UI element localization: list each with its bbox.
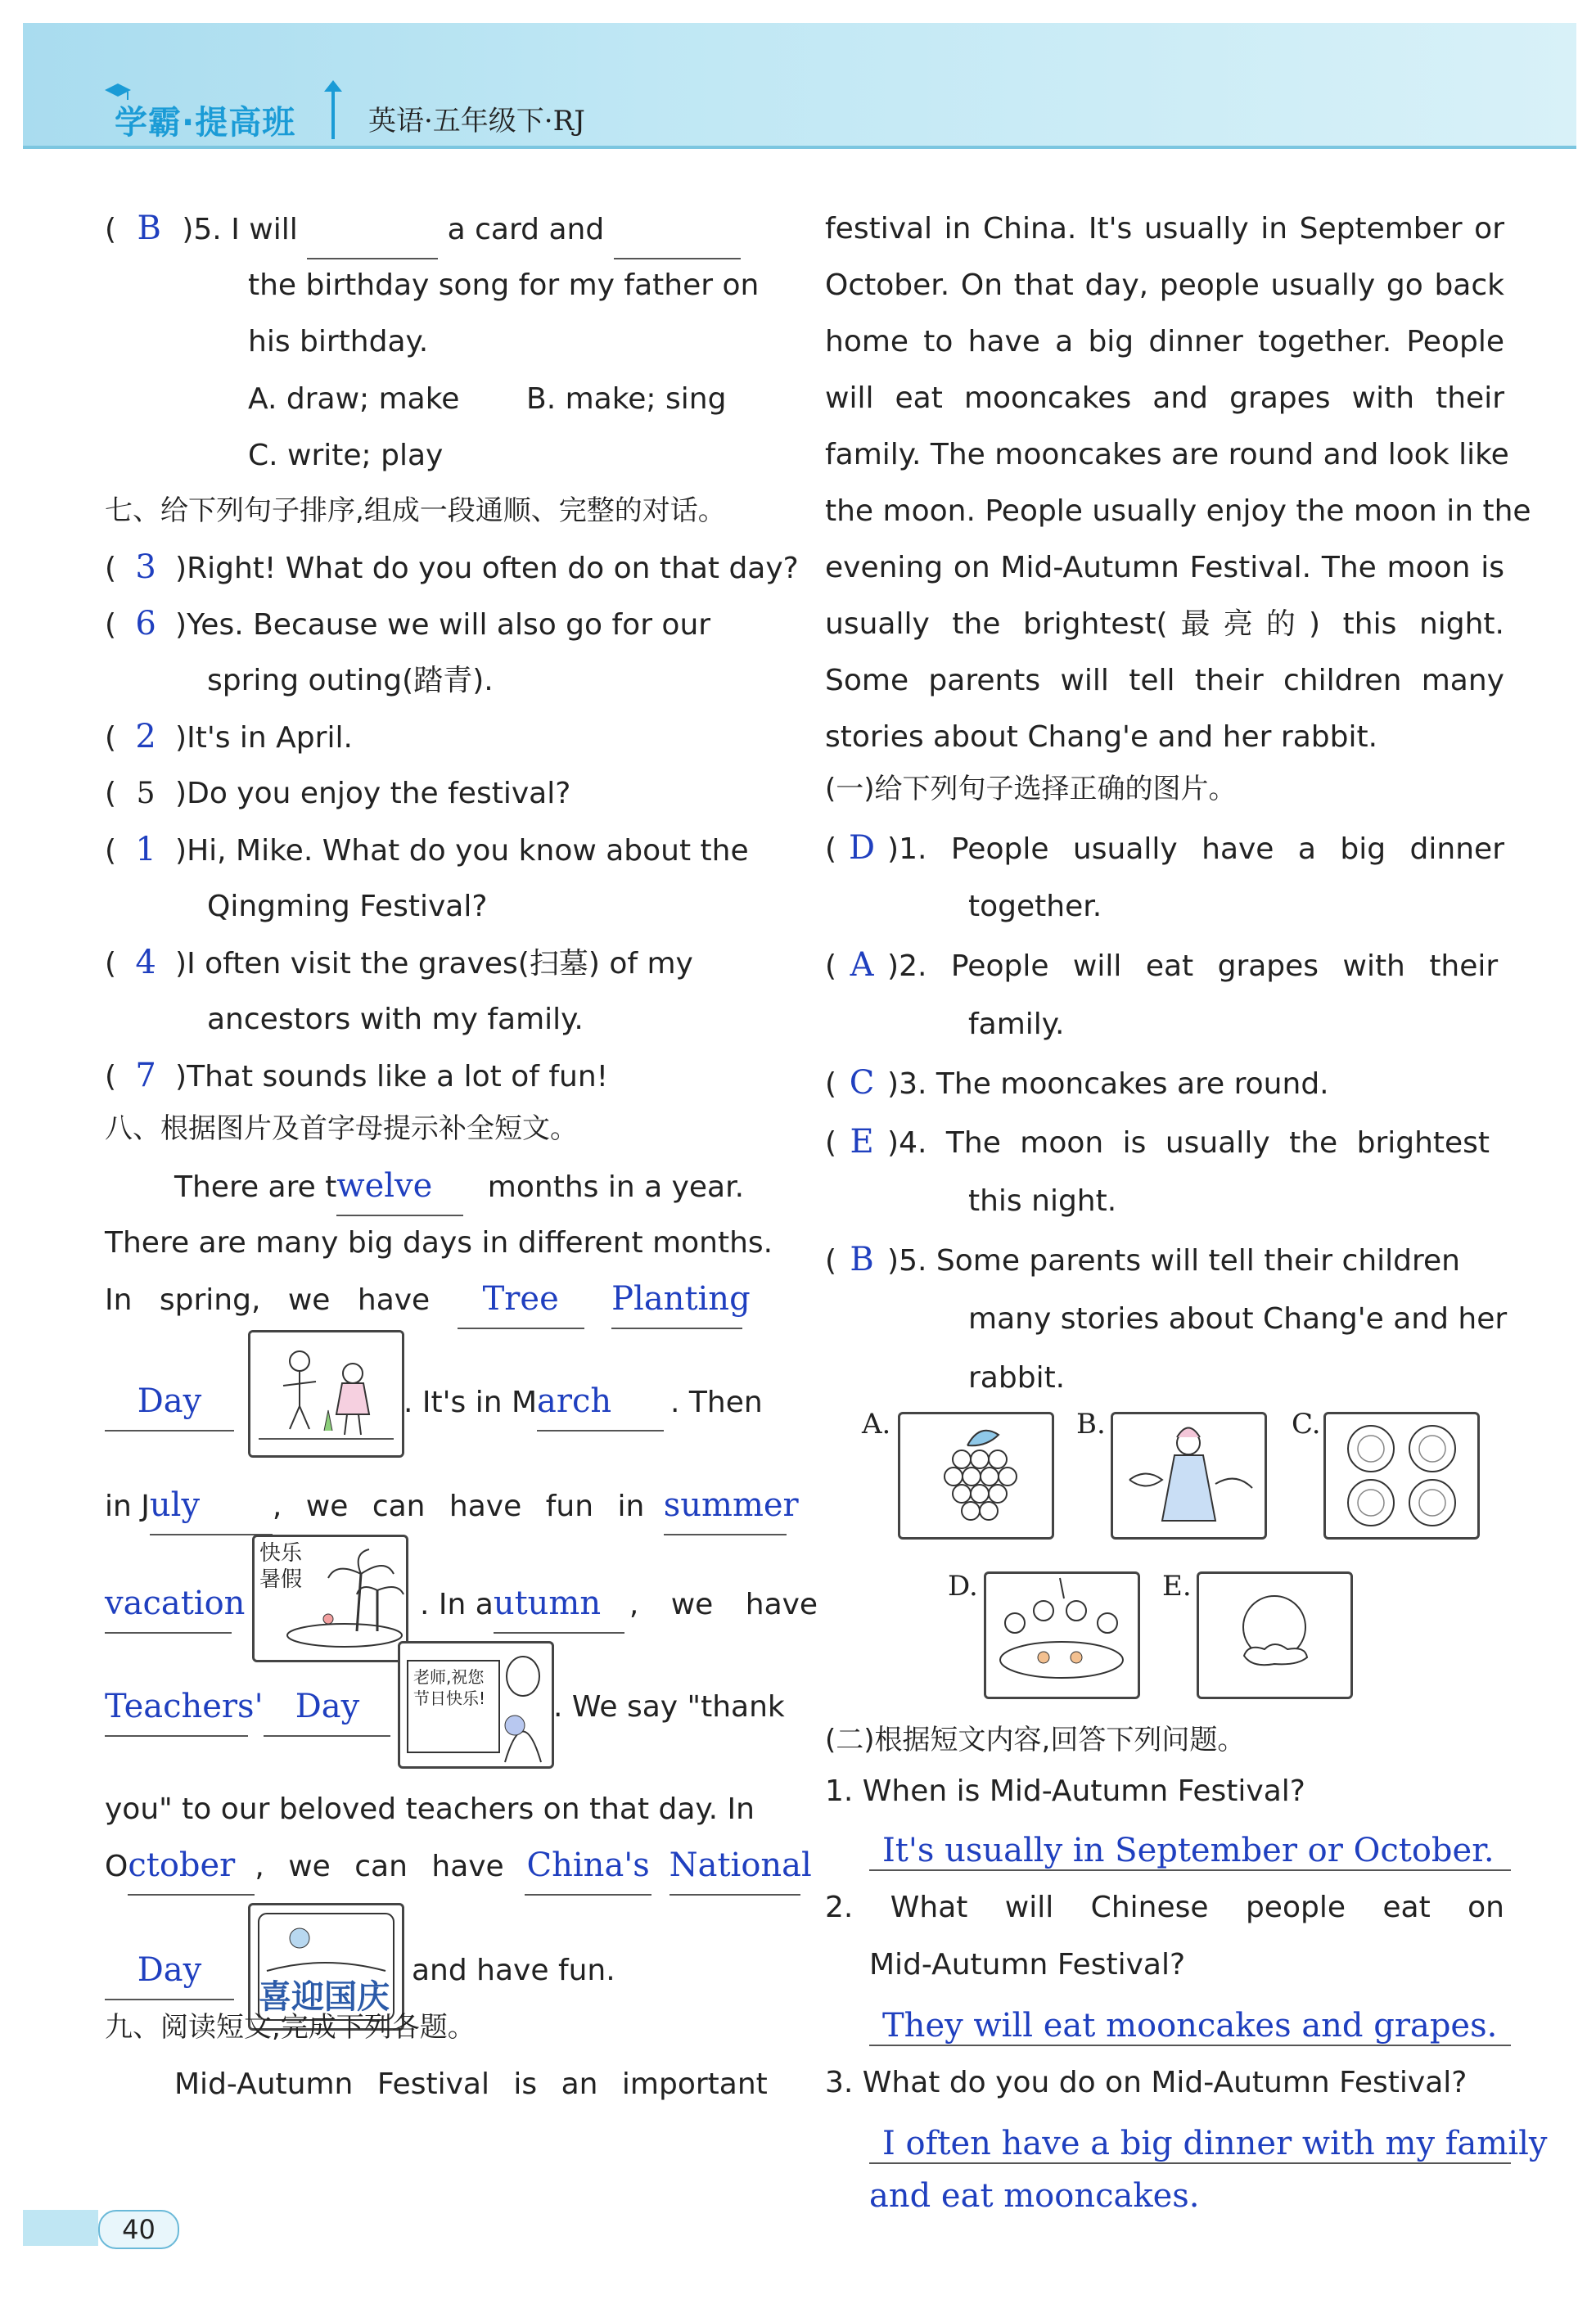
- order-item: ( 5 )Do you enjoy the festival?: [105, 777, 571, 810]
- section-7-title: 七、给下列句子排序,组成一段通顺、完整的对话。: [105, 494, 726, 527]
- question-5: ( B )5. I will a card and: [105, 201, 741, 259]
- picture-label-e: E.: [1162, 1570, 1192, 1603]
- match-item: ( B )5. Some parents will tell their children: [825, 1241, 1460, 1278]
- change-picture: [1111, 1412, 1267, 1540]
- order-item: ( 7 )That sounds like a lot of fun!: [105, 1057, 609, 1094]
- answer-2: They will eat mooncakes and grapes.: [869, 2007, 1511, 2046]
- blank: [614, 201, 741, 259]
- blank: [307, 201, 438, 259]
- option-c: C. write; play: [248, 439, 444, 472]
- picture-label-c: C.: [1292, 1408, 1321, 1441]
- option-b: B. make; sing: [526, 382, 727, 416]
- tree-planting-picture: [248, 1330, 404, 1458]
- picture-label-d: D.: [948, 1570, 978, 1603]
- part-1-title: (一)给下列句子选择正确的图片。: [825, 773, 1237, 805]
- national-day-picture: 喜迎国庆: [248, 1903, 404, 2031]
- mooncakes-picture: [1323, 1412, 1480, 1540]
- order-item: ( 4 )I often visit the graves(扫墓) of my: [105, 944, 693, 981]
- picture-label-a: A.: [862, 1408, 891, 1441]
- order-item: ( 2 )It's in April.: [105, 718, 353, 755]
- match-item: ( C )3. The mooncakes are round.: [825, 1064, 1329, 1102]
- section-9-title: 九、阅读短文,完成下列各题。: [105, 2011, 476, 2044]
- order-item: ( 3 )Right! What do you often do on that day?: [105, 548, 799, 586]
- question-2: 2. What will Chinese people eat on: [825, 1891, 1504, 1924]
- brand-title: 学霸·提高班: [115, 104, 296, 142]
- family-dinner-picture: [984, 1571, 1140, 1699]
- question-1: 1. When is Mid-Autumn Festival?: [825, 1774, 1305, 1808]
- part-2-title: (二)根据短文内容,回答下列问题。: [825, 1724, 1246, 1756]
- picture-label-b: B.: [1076, 1408, 1106, 1441]
- grapes-picture: [898, 1412, 1054, 1540]
- question-3: 3. What do you do on Mid-Autumn Festival?: [825, 2066, 1468, 2099]
- option-a: A. draw; make: [248, 382, 460, 416]
- order-item: ( 1 )Hi, Mike. What do you know about the: [105, 831, 749, 868]
- page-number-bar: [23, 2210, 98, 2246]
- match-item: ( A )2. People will eat grapes with their: [825, 946, 1499, 984]
- answer-3: I often have a big dinner with my family: [869, 2125, 1511, 2164]
- order-item: ( 6 )Yes. Because we will also go for our: [105, 605, 711, 642]
- teachers-day-picture: 老师,祝您节日快乐!: [398, 1641, 554, 1769]
- arrow-up-icon: [331, 88, 335, 139]
- section-8-title: 八、根据图片及首字母提示补全短文。: [105, 1112, 578, 1145]
- match-item: ( D )1. People usually have a big dinner: [825, 829, 1504, 867]
- answer: B: [137, 210, 161, 247]
- summer-vacation-picture: 快乐暑假: [252, 1535, 408, 1662]
- subject-title: 英语·五年级下·RJ: [368, 105, 585, 138]
- answer-1: It's usually in September or October.: [869, 1832, 1511, 1871]
- moon-picture: [1197, 1571, 1353, 1699]
- page-number: 40: [98, 2210, 179, 2249]
- match-item: ( E )4. The moon is usually the brightest: [825, 1123, 1490, 1161]
